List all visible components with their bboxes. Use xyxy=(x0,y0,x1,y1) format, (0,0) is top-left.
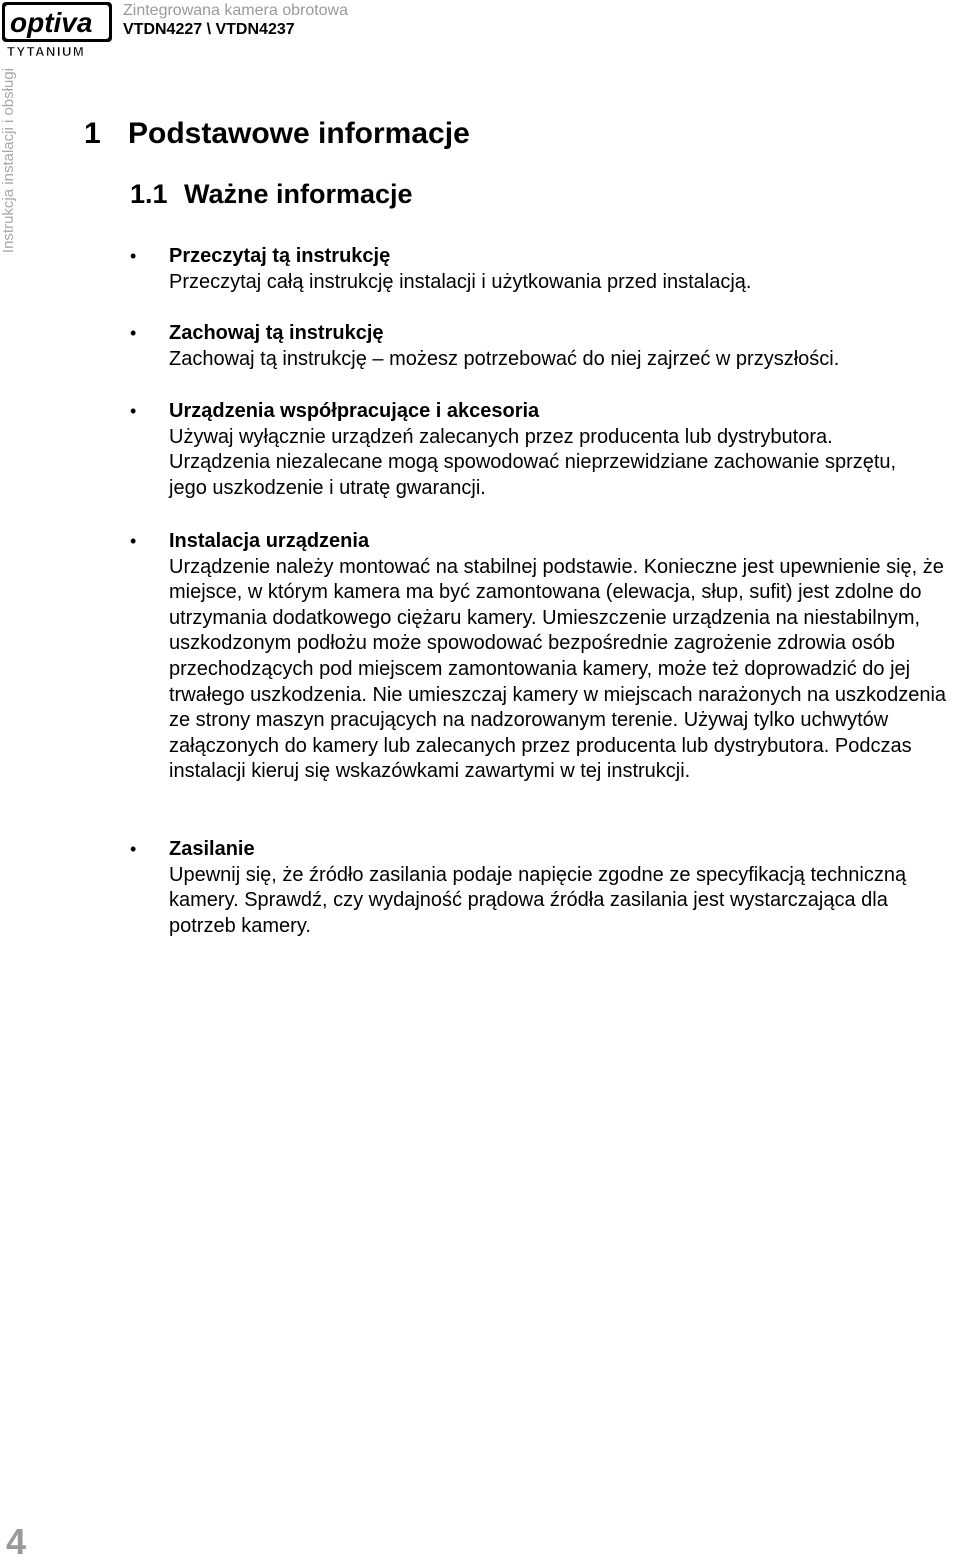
section-heading xyxy=(130,176,413,212)
section-number: 1.1 xyxy=(130,179,168,209)
bullet-icon: • xyxy=(130,323,137,343)
bullet-icon: • xyxy=(130,839,137,859)
optiva-tytanium-logo xyxy=(2,0,114,58)
bullet-icon: • xyxy=(130,531,137,551)
section-title: Ważne informacje xyxy=(184,179,413,209)
bullet-icon: • xyxy=(130,401,137,421)
item-body: Przeczytaj całą instrukcję instalacji i użytkowania przed instalacją. xyxy=(169,270,752,293)
side-manual-label: Instrukcja instalacji i obsługi xyxy=(0,68,17,254)
item-body: Urządzenie należy montować na stabilnej podstawie. Konieczne jest upewnienie się, że miejsce, w którym kamera ma być zamontowana (elewacja, słup, sufit) jest zdolne do utrzymania dodatkowego ciężaru kamery. Umieszczenie urządzenia na niestabilnym, uszkodzonym podłożu może spowodować bezpośrednie zagrożenie zdrowia osób przechodzących pod miejscem zamontowania kamery, może też doprowadzić do jej trwałego uszkodzenia. Nie umieszczaj kamery w miejscach narażonych na uszkodzenia ze strony maszyn pracujących na nadzorowanym terenie. Używaj tylko uchwytów załączonych do kamery lub zalecanych przez producenta lub dystrybutora. Podczas instalacji kieruj się wskazówkami zawartymi w tej instrukcji. xyxy=(169,555,947,783)
item-title: Instalacja urządzenia xyxy=(169,530,370,552)
item-title: Urządzenia współpracujące i akcesoria xyxy=(169,400,540,422)
brand-sub-text: TYTANIUM xyxy=(7,44,86,58)
item-title: Zasilanie xyxy=(169,838,255,860)
brand-text: optiva xyxy=(10,7,93,38)
chapter-number: 1 xyxy=(84,117,101,150)
header-subtitle: Zintegrowana kamera obrotowa xyxy=(123,2,349,19)
item-body: Używaj wyłącznie urządzeń zalecanych przez producenta lub dystrybutora. Urządzenia niezalecane mogą spowodować nieprzewidziane zachowanie sprzętu, jego uszkodzenie i utratę gwarancji. xyxy=(169,425,897,499)
bullet-icon: • xyxy=(130,246,137,266)
page-number: 4 xyxy=(6,1521,27,1562)
item-title: Przeczytaj tą instrukcję xyxy=(169,245,391,267)
item-body: Zachowaj tą instrukcję – możesz potrzebować do niej zajrzeć w przyszłości. xyxy=(169,347,840,370)
chapter-heading xyxy=(84,114,470,154)
item-body: Upewnij się, że źródło zasilania podaje napięcie zgodne ze specyfikacją techniczną kamery. Sprawdź, czy wydajność prądowa źródła zasilania jest wystarczająca dla potrzeb kamery. xyxy=(169,863,907,937)
item-title: Zachowaj tą instrukcję xyxy=(169,322,384,344)
chapter-title: Podstawowe informacje xyxy=(128,117,470,150)
header-model: VTDN4227 \ VTDN4237 xyxy=(123,21,295,38)
